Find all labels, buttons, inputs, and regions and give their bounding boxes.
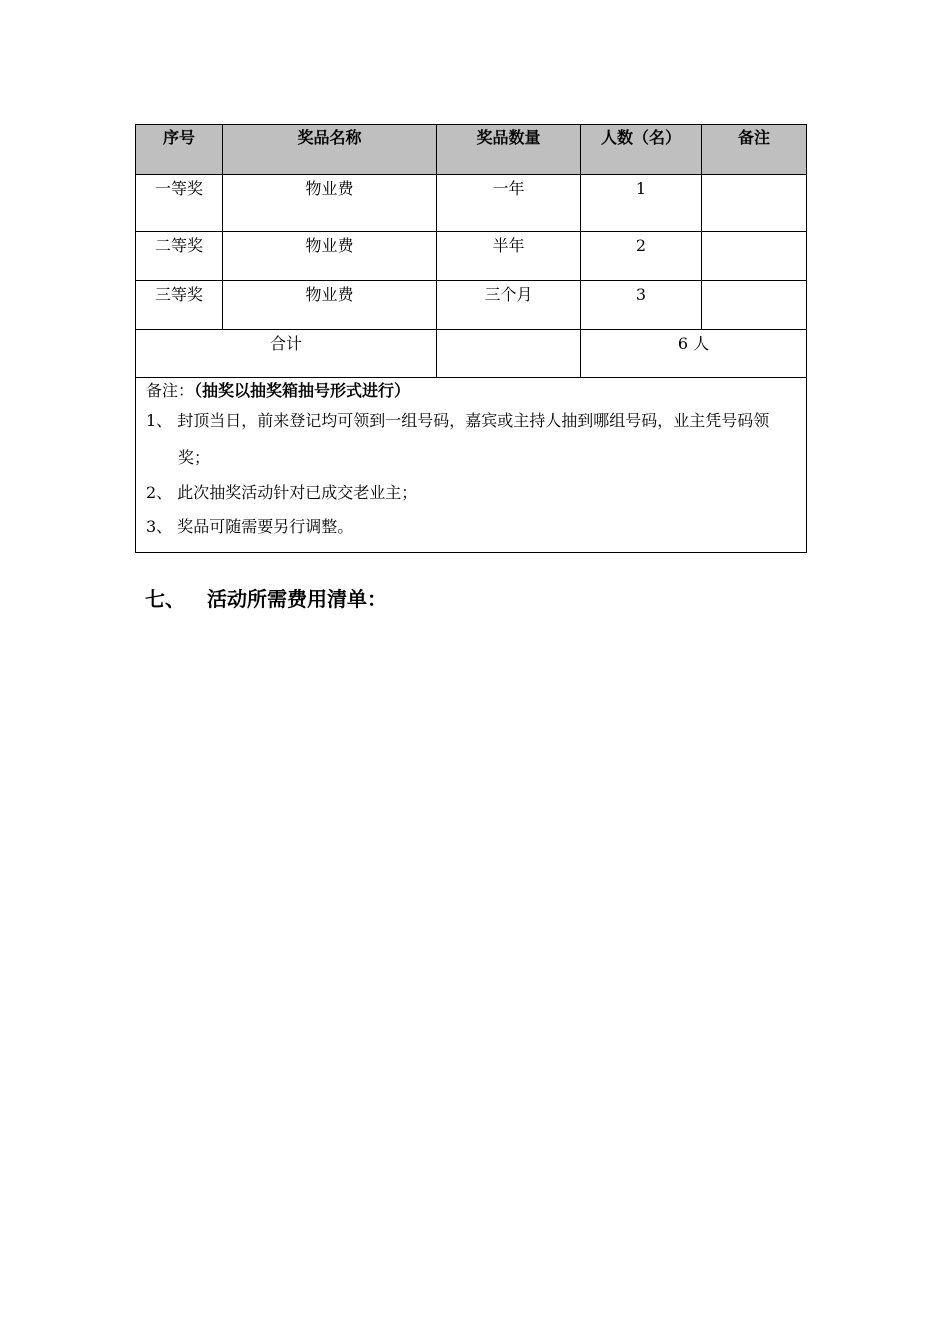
note-item-3: 3、 奖品可随需要另行调整。 [146,517,354,536]
section-number: 七、 [145,587,185,611]
table-header-row [136,125,807,175]
table-total-row [136,330,807,378]
cell-remarks [702,281,807,330]
section-heading [145,583,387,612]
notes-prefix: 备注： [146,381,195,400]
cell-prize-name: 物业费 [223,281,437,330]
notes-title [146,380,798,402]
cell-prize-name: 物业费 [223,175,437,232]
cell-remarks [702,175,807,232]
table-row [136,232,807,281]
cell-remarks [702,232,807,281]
header-prize-name: 奖品名称 [223,125,437,175]
prize-table [135,124,807,553]
notes-bold-text: （抽奖以抽奖箱抽号形式进行） [194,381,411,400]
cell-prize-name: 物业费 [223,232,437,281]
cell-people-count: 2 [581,232,702,281]
cell-prize-quantity: 一年 [437,175,581,232]
cell-people-count: 3 [581,281,702,330]
header-remarks: 备注 [702,125,807,175]
section-title: 活动所需费用清单： [207,587,387,611]
cell-prize-quantity: 半年 [437,232,581,281]
cell-serial: 一等奖 [136,175,223,232]
header-people-count: 人数（名） [581,125,702,175]
table-notes-row [136,378,807,553]
total-count-value: 6 人 [677,334,710,353]
total-count [581,330,807,378]
total-quantity [437,330,581,378]
table-row [136,175,807,232]
header-prize-quantity: 奖品数量 [437,125,581,175]
total-label: 合计 [136,330,437,378]
table-row [136,281,807,330]
header-serial: 序号 [136,125,223,175]
note-item-2: 2、 此次抽奖活动针对已成交老业主； [146,483,418,502]
cell-serial: 三等奖 [136,281,223,330]
note-item-1: 1、 封顶当日，前来登记均可领到一组号码，嘉宾或主持人抽到哪组号码，业主凭号码领奖； [146,411,770,467]
cell-people-count: 1 [581,175,702,232]
cell-serial: 二等奖 [136,232,223,281]
notes-cell [136,378,807,553]
cell-prize-quantity: 三个月 [437,281,581,330]
